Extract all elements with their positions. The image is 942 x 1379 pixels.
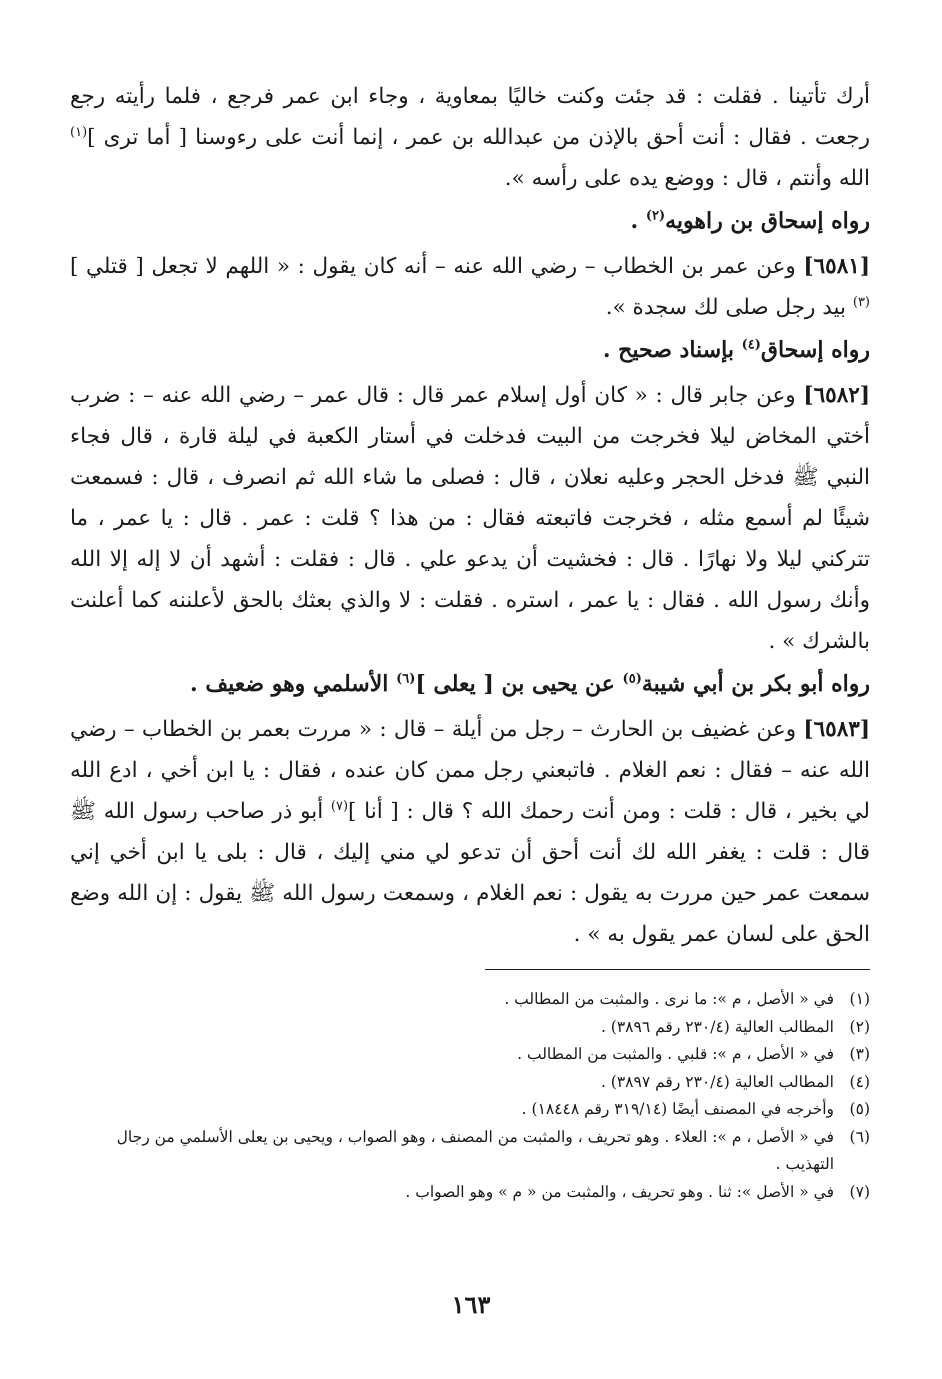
paragraph-text: وعن غضيف بن الحارث – رجل من أيلة – قال : « مررت بعمر بن الخطاب – رضي الله عنه – فقال : نعم الغلام . فاتبعني رجل ممن كان عنده ، فقال : يا ابن أخي ، ادع الله لي بخير ، قال : قلت : ومن أنت رحمك الله ؟ قال : [ أنا ] [70,717,870,824]
paragraph-text: الله وأنتم ، قال : ووضع يده على رأسه ». [504,166,870,191]
footnote-divider-wrap [70,969,870,970]
source-text: بإسناد صحيح . [602,337,742,363]
hadith-number: [٦٥٨٢] [803,383,870,408]
footnote-text: في « الأصل »: ثنا . وهو تحريف ، والمثبت من « م » وهو الصواب . [405,1182,834,1201]
footnote-marker[interactable]: (٣) [852,294,870,310]
footnote [70,1014,870,1042]
page-number: ١٦٣ [451,1290,491,1319]
footnote [70,1096,870,1124]
source-text: عن يحيى بن [ يعلى ] [415,671,623,697]
paragraph-text: بيد رجل صلى لك سجدة ». [605,295,853,320]
footnote-number: (١) [849,990,870,1008]
footnote [70,1179,870,1207]
hadith-number: [٦٥٨١] [803,254,870,279]
footnote-text: المطالب العالية (٢٣٠/٤ رقم ٣٨٩٧) . [600,1072,834,1091]
source-text: الأسلمي وهو ضعيف . [190,671,397,697]
paragraph-text: أرك تأتينا . فقلت : قد جئت وكنت خاليًا بمعاوية ، وجاء ابن عمر فرجع ، فلما رأيته رجع رجعت . فقال : أنت أحق بالإذن من عبدالله بن عمر ، إنما أنت على رءوسنا [ أما ترى ] [70,84,870,150]
footnote-marker[interactable]: (٥) [622,671,642,687]
source-text: . [630,208,646,234]
footnote-marker[interactable]: (٤) [741,337,761,353]
footnote-marker[interactable]: (٧) [330,798,349,814]
footnote-text: في « الأصل ، م »: ما نرى . والمثبت من المطالب . [504,990,834,1008]
footnote [70,1124,870,1179]
footnote-number: (٥) [849,1100,870,1118]
footnote-number: (٦) [849,1127,870,1146]
paragraph-continuation [70,76,870,199]
footnote-text: المطالب العالية (٢٣٠/٤ رقم ٣٨٩٦) . [600,1017,834,1036]
source-line [70,330,870,371]
main-text [70,76,870,955]
footnote-number: (٣) [849,1045,870,1063]
footnotes-list [70,986,870,1206]
source-text: رواه إسحاق [760,337,870,363]
hadith-number: [٦٥٨٣] [803,717,870,742]
footnote-text: وأخرجه في المصنف أيضًا (٣١٩/١٤ رقم ١٨٤٤٨) . [521,1100,834,1118]
source-text: رواه أبو بكر بن أبي شيبة [641,671,870,697]
paragraph-text: أبو ذر صاحب رسول الله ﷺ قال : قلت : يغفر الله لك أنت أحق أن تدعو لي مني إليك ، قال : بلى يا ابن أخي إني سمعت عمر حين مررت به يقول : نعم الغلام ، وسمعت رسول الله ﷺ يقول : إن الله وضع الحق على لسان عمر يقول به » . [70,799,870,947]
footnote-number: (٧) [849,1182,870,1201]
footnote-marker[interactable]: (٦) [396,671,416,687]
footnote-number: (٢) [849,1017,870,1036]
hadith-6582 [70,375,870,662]
paragraph-text: وعن عمر بن الخطاب – رضي الله عنه – أنه كان يقول : « اللهم لا تجعل [ قتلي ] [70,254,804,279]
source-line [70,201,870,242]
footnote-number: (٤) [849,1072,870,1091]
source-line [70,664,870,705]
footnote-divider [485,969,870,970]
footnote [70,1041,870,1069]
footnote-marker[interactable]: (٢) [645,208,666,224]
paragraph-text: وعن جابر قال : « كان أول إسلام عمر قال : قال عمر – رضي الله عنه – : ضرب أختي المخاض ليلا فخرجت من البيت فدخلت في أستار الكعبة في ليلة قارة ، قال فجاء النبي ﷺ فدخل الحجر وعليه نعلان ، قال : فصلى ما شاء الله ثم انصرف ، قال : فسمعت شيئًا لم أسمع مثله ، فخرجت فاتبعته فقال : من هذا ؟ قلت : عمر . قال : يا عمر ، ما تتركني ليلا ولا نهارًا . قال : فخشيت أن يدعو علي . قال : فقلت : أشهد أن لا إله إلا الله وأنك رسول الله . فقال : يا عمر ، استره . فقلت : لا والذي بعثك بالحق لأعلننه كما أعلنت بالشرك » . [70,383,871,654]
footnote [70,1069,870,1097]
hadith-6581 [70,246,870,328]
footnote [70,986,870,1014]
hadith-6583 [70,709,870,955]
footnote-marker[interactable]: (١) [70,124,88,140]
footnote-text: في « الأصل ، م »: العلاء . وهو تحريف ، والمثبت من المصنف ، وهو الصواب ، ويحيى بن يعلى الأسلمي من رجال التهذيب . [116,1127,834,1173]
source-text: رواه إسحاق بن راهويه [665,208,870,234]
footnote-text: في « الأصل ، م »: قلبي . والمثبت من المطالب . [517,1045,834,1063]
